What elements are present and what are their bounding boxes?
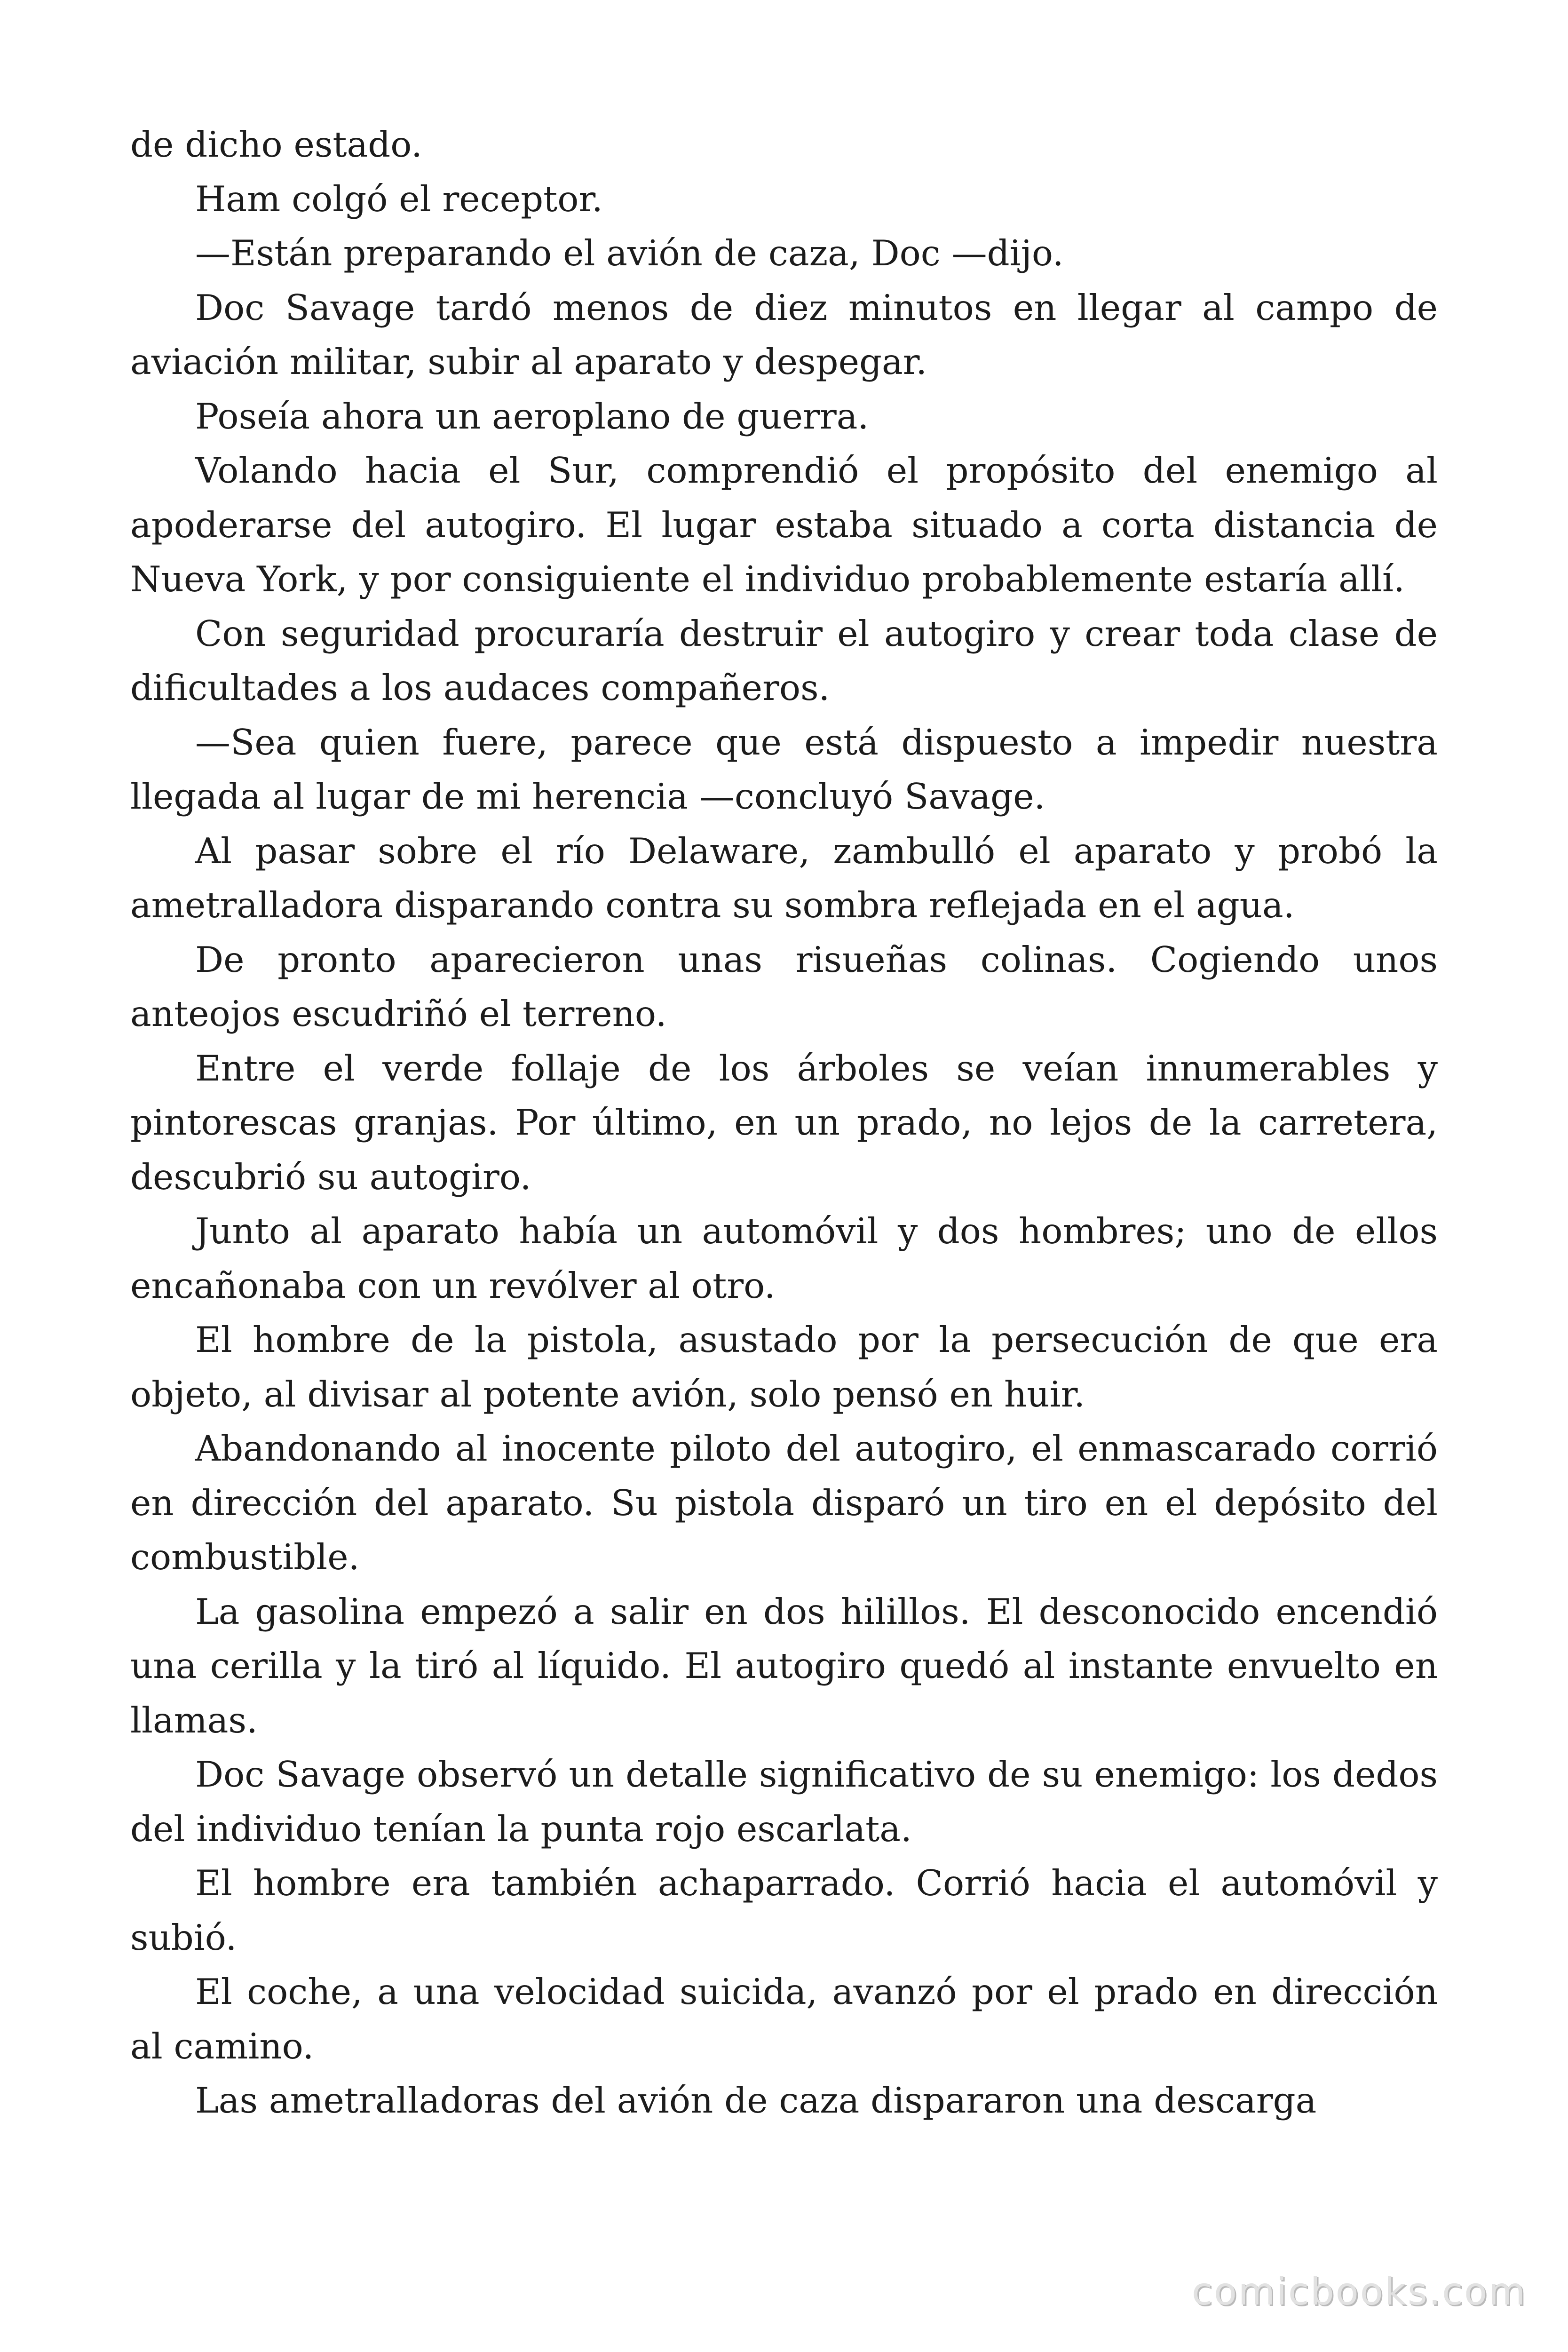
paragraph: Junto al aparato había un automóvil y dos hombres; uno de ellos encañonaba con un revólver al otro.: [130, 1210, 1438, 1306]
paragraph: La gasolina empezó a salir en dos hilillos. El desconocido encendió una cerilla y la tiró al líquido. El autogiro quedó al instante envuelto en llamas.: [130, 1590, 1438, 1741]
page-text: [130, 118, 1438, 2128]
paragraph: Entre el verde follaje de los árboles se veían innumerables y pintorescas granjas. Por último, en un prado, no lejos de la carretera, descubrió su autogiro.: [130, 1047, 1438, 1198]
watermark: comicbooks.com: [1191, 2270, 1527, 2313]
paragraph: Doc Savage observó un detalle significativo de su enemigo: los dedos del individuo tenían la punta rojo escarlata.: [130, 1754, 1438, 1850]
paragraph: Al pasar sobre el río Delaware, zambulló el aparato y probó la ametralladora disparando contra su sombra reflejada en el agua.: [130, 830, 1438, 926]
paragraph: Con seguridad procuraría destruir el autogiro y crear toda clase de dificultades a los audaces compañeros.: [130, 612, 1438, 708]
paragraph: Poseía ahora un aeroplano de guerra.: [195, 395, 869, 437]
paragraph: Doc Savage tardó menos de diez minutos en llegar al campo de aviación militar, subir al aparato y despegar.: [130, 286, 1438, 382]
paragraph: Abandonando al inocente piloto del autogiro, el enmascarado corrió en dirección del aparato. Su pistola disparó un tiro en el depósito del combustible.: [130, 1428, 1438, 1578]
paragraph: —Sea quien fuere, parece que está dispuesto a impedir nuestra llegada al lugar de mi herencia —concluyó Savage.: [130, 721, 1438, 817]
paragraph: Ham colgó el receptor.: [195, 178, 603, 220]
paragraph: Volando hacia el Sur, comprendió el propósito del enemigo al apoderarse del autogiro. El lugar estaba situado a corta distancia de Nueva York, y por consiguiente el individuo probablemente estaría allí.: [130, 450, 1438, 600]
paragraph: de dicho estado.: [130, 124, 422, 165]
paragraph: De pronto aparecieron unas risueñas colinas. Cogiendo unos anteojos escudriñó el terreno.: [130, 938, 1438, 1034]
paragraph: El hombre era también achaparrado. Corrió hacia el automóvil y subió.: [130, 1862, 1438, 1958]
paragraph: Las ametralladoras del avión de caza dispararon una descarga: [195, 2080, 1317, 2121]
paragraph: El hombre de la pistola, asustado por la persecución de que era objeto, al divisar al potente avión, solo pensó en huir.: [130, 1319, 1438, 1415]
paragraph: —Están preparando el avión de caza, Doc —dijo.: [195, 232, 1064, 274]
paragraph: El coche, a una velocidad suicida, avanzó por el prado en dirección al camino.: [130, 1971, 1438, 2067]
